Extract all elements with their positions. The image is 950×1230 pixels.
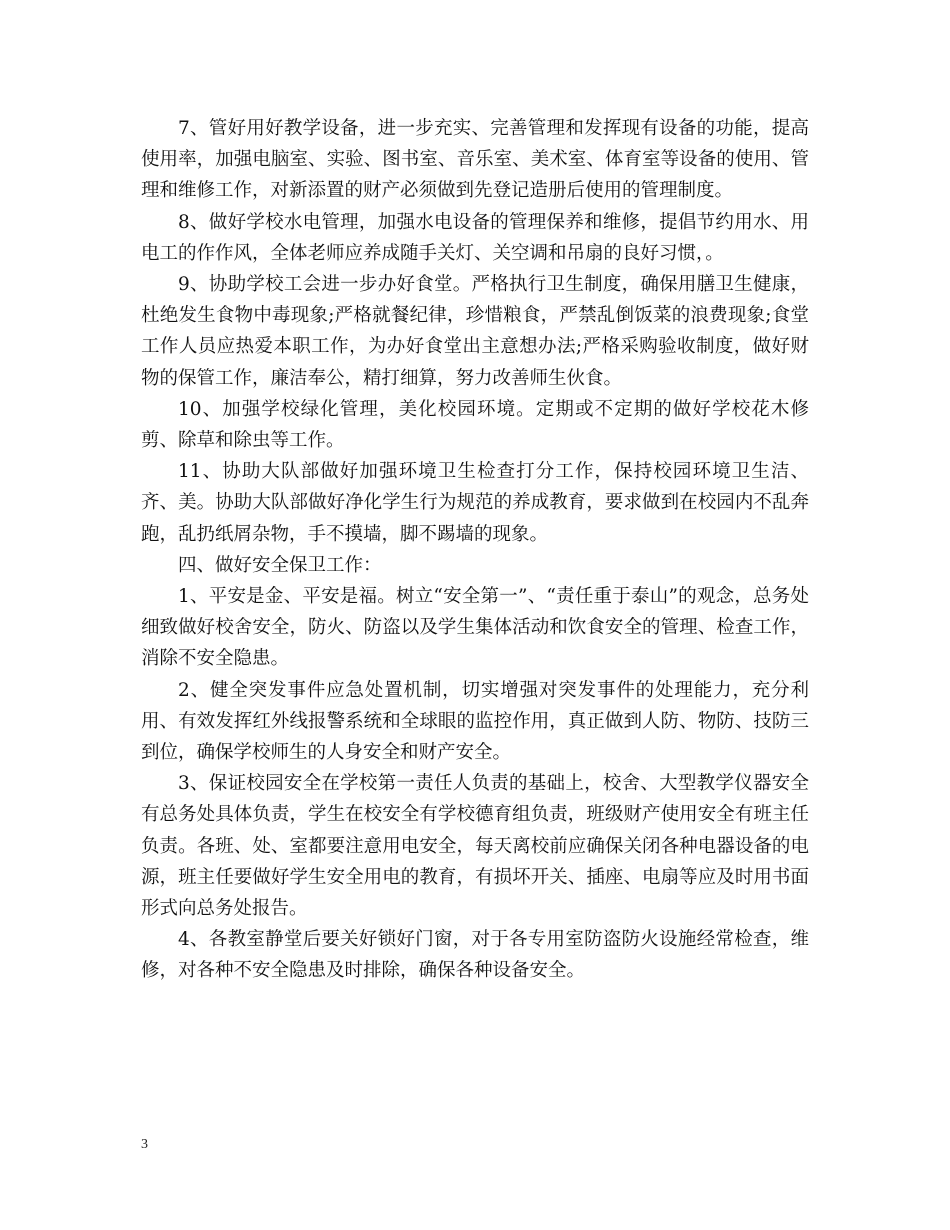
paragraph-safety-2: 2、健全突发事件应急处置机制，切实增强对突发事件的处理能力，充分利用、有效发挥红外线报警系统和全球眼的监控作用，真正做到人防、物防、技防三到位，确保学校师生的人身安全和财产安全。	[141, 679, 809, 764]
paragraph-item-11: 11、协助大队部做好加强环境卫生检查打分工作，保持校园环境卫生洁、齐、美。协助大队部做好净化学生行为规范的养成教育，要求做到在校园内不乱奔跑，乱扔纸屑杂物，手不摸墙，脚不踢墙的现象。	[141, 461, 809, 545]
paragraph-item-10: 10、加强学校绿化管理，美化校园环境。定期或不定期的做好学校花木修剪、除草和除虫等工作。	[141, 398, 809, 452]
paragraph-safety-4: 4、各教室静堂后要关好锁好门窗，对于各专用室防盗防火设施经常检查，维修，对各种不安全隐患及时排除，确保各种设备安全。	[141, 929, 809, 982]
paragraph-safety-3: 3、保证校园安全在学校第一责任人负责的基础上，校舍、大型教学仪器安全有总务处具体负责，学生在校安全有学校德育组负责，班级财产使用安全有班主任负责。各班、处、室都要注意用电安全，每天离校前应确保关闭各种电器设备的电源，班主任要做好学生安全用电的教育，有损坏开关、插座、电扇等应及时用书面形式向总务处报告。	[141, 773, 809, 920]
paragraph-item-9: 9、协助学校工会进一步办好食堂。严格执行卫生制度，确保用膳卫生健康，杜绝发生食物中毒现象;严格就餐纪律，珍惜粮食，严禁乱倒饭菜的浪费现象;食堂工作人员应热爱本职工作，为办好食堂出主意想办法;严格采购验收制度，做好财物的保管工作，廉洁奉公，精打细算，努力改善师生伙食。	[141, 274, 809, 389]
paragraph-safety-1: 1、平安是金、平安是福。树立“安全第一”、“责任重于泰山”的观念，总务处细致做好校舍安全，防火、防盗以及学生集体活动和饮食安全的管理、检查工作，消除不安全隐患。	[141, 586, 809, 670]
page-number: 3	[141, 1137, 148, 1152]
document-body	[141, 113, 809, 987]
paragraph-item-7: 7、管好用好教学设备，进一步充实、完善管理和发挥现有设备的功能，提高使用率，加强电脑室、实验、图书室、音乐室、美术室、体育室等设备的使用、管理和维修工作，对新添置的财产必须做到先登记造册后使用的管理制度。	[141, 118, 809, 202]
paragraph-item-8: 8、做好学校水电管理，加强水电设备的管理保养和维修，提倡节约用水、用电工的作作风，全体老师应养成随手关灯、关空调和吊扇的良好习惯，。	[141, 211, 809, 264]
section-heading-safety: 四、做好安全保卫工作：	[178, 554, 382, 576]
